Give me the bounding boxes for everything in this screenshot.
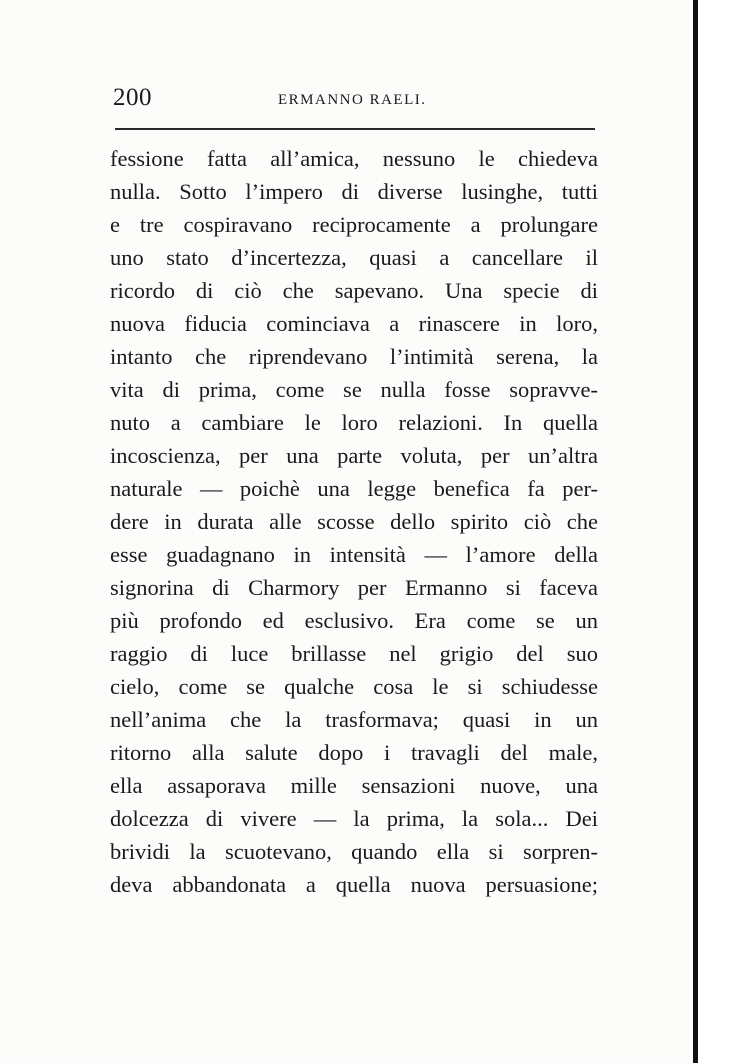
text-line: nuova fiducia cominciava a rinascere in loro, [110, 311, 598, 336]
header-rule [115, 128, 595, 130]
text-line: ritorno alla salute dopo i travagli del male, [110, 740, 598, 765]
text-line: intanto che riprendevano l’intimità serena, la [110, 344, 598, 369]
text-line: dolcezza di vivere — la prima, la sola... Dei [110, 806, 598, 831]
text-line: brividi la scuotevano, quando ella si sorpren- [110, 839, 598, 864]
text-line: vita di prima, come se nulla fosse sopravve- [110, 377, 598, 402]
body-text [110, 142, 598, 901]
text-line: uno stato d’incertezza, quasi a cancellare il [110, 245, 598, 270]
text-line: più profondo ed esclusivo. Era come se un [110, 608, 598, 633]
text-line: raggio di luce brillasse nel grigio del suo [110, 641, 598, 666]
text-line: dere in durata alle scosse dello spirito ciò che [110, 509, 598, 534]
running-title: ERMANNO RAELI. [278, 92, 427, 108]
text-line: e tre cospiravano reciprocamente a prolungare [110, 212, 598, 237]
text-line: fessione fatta all’amica, nessuno le chiedeva [110, 146, 598, 171]
page-margin [698, 0, 744, 1063]
text-line: nell’anima che la trasformava; quasi in un [110, 707, 598, 732]
text-line: nuto a cambiare le loro relazioni. In quella [110, 410, 598, 435]
text-line: naturale — poichè una legge benefica fa per- [110, 476, 598, 501]
text-line: deva abbandonata a quella nuova persuasione; [110, 872, 598, 897]
text-line: nulla. Sotto l’impero di diverse lusinghe, tutti [110, 179, 598, 204]
page-number: 200 [113, 84, 152, 111]
text-line: cielo, come se qualche cosa le si schiudesse [110, 674, 598, 699]
text-line: signorina di Charmory per Ermanno si faceva [110, 575, 598, 600]
text-line: ricordo di ciò che sapevano. Una specie di [110, 278, 598, 303]
text-line: incoscienza, per una parte voluta, per un’altra [110, 443, 598, 468]
text-line: ella assaporava mille sensazioni nuove, una [110, 773, 598, 798]
page-edge-shadow [693, 0, 698, 1063]
text-line: esse guadagnano in intensità — l’amore della [110, 542, 598, 567]
